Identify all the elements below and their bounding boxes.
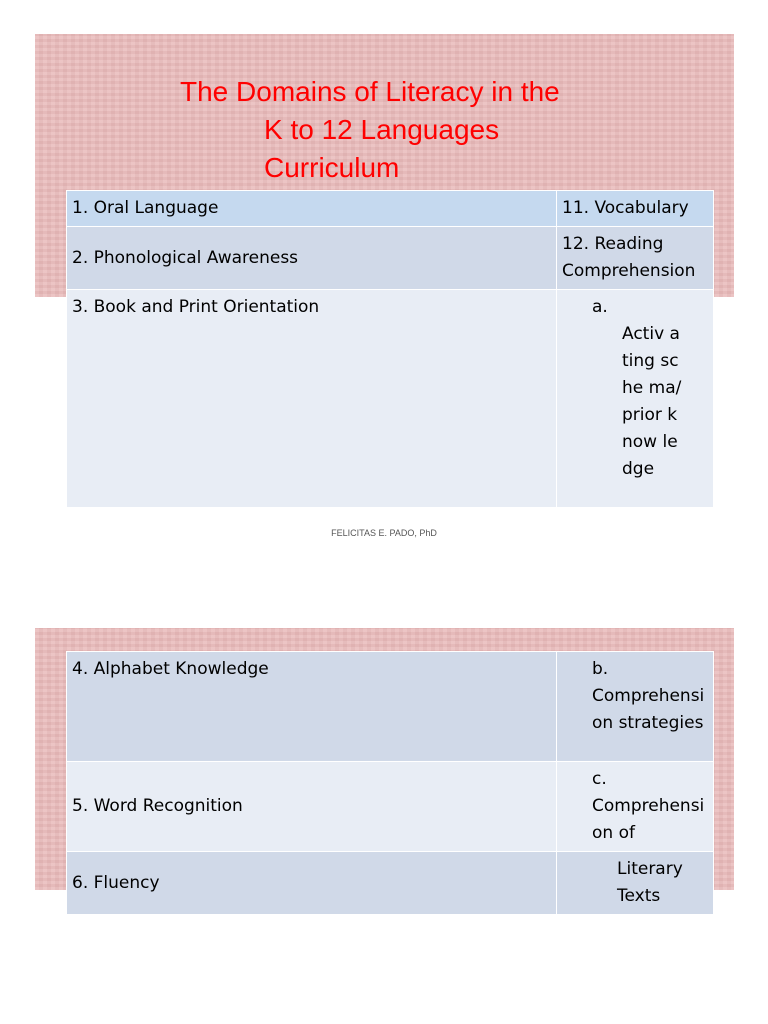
- subdomain-activating-schema: [557, 290, 714, 508]
- table-row: [67, 762, 714, 852]
- domain-phonological-awareness: 2. Phonological Awareness: [67, 227, 557, 290]
- subdomain-text-c: Comprehension of: [592, 796, 705, 843]
- domain-fluency: 6. Fluency: [67, 852, 557, 915]
- subdomain-text-b: Comprehension strategies: [592, 686, 705, 733]
- domain-word-recognition: 5. Word Recognition: [67, 762, 557, 852]
- table-row: [67, 852, 714, 915]
- title-line-2: K to 12 Languages: [264, 114, 500, 145]
- domain-vocabulary: 11. Vocabulary: [557, 191, 714, 227]
- table-row: [67, 290, 714, 508]
- domains-table-2: [66, 651, 714, 915]
- table-row: [67, 191, 714, 227]
- title-line-1: The Domains of Literacy in the: [180, 76, 560, 107]
- slide-title: [160, 73, 660, 187]
- footer-author: FELICITAS E. PADO, PhD: [331, 528, 437, 538]
- subdomain-text-a: Activ ating sche ma/ prior know ledge: [622, 324, 682, 479]
- table-row: [67, 652, 714, 762]
- subdomain-text-literary: Literary Texts: [617, 859, 683, 906]
- domain-reading-comprehension: 12. Reading Comprehension: [557, 227, 714, 290]
- domain-alphabet-knowledge: 4. Alphabet Knowledge: [67, 652, 557, 762]
- subdomain-comprehension-of: [557, 762, 714, 852]
- domains-table-1: [66, 190, 714, 508]
- subdomain-marker-a: a.: [592, 297, 608, 317]
- subdomain-marker-b: b.: [592, 659, 609, 679]
- title-line-3: Curriculum: [264, 152, 400, 183]
- table-row: [67, 227, 714, 290]
- subdomain-literary-texts: [557, 852, 714, 915]
- subdomain-comprehension-strategies: [557, 652, 714, 762]
- domain-book-print-orientation: 3. Book and Print Orientation: [67, 290, 557, 508]
- subdomain-marker-c: c.: [592, 769, 607, 789]
- domain-oral-language: 1. Oral Language: [67, 191, 557, 227]
